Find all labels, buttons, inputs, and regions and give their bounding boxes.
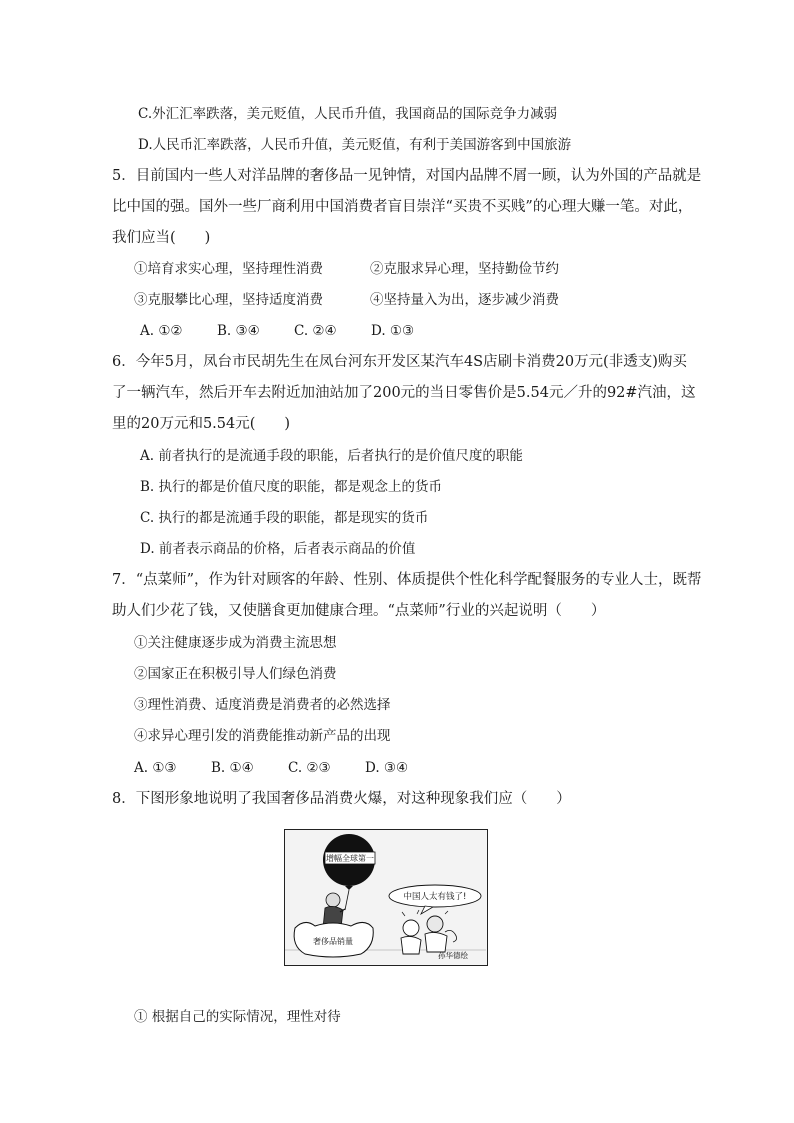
q5-stem-line1: 5．目前国内一些人对洋品牌的奢侈品一见钟情，对国内品牌不屑一顾，认为外国的产品就是 [112,168,702,184]
q6-option-c: C. 执行的都是流通手段的职能，都是现实的货币 [140,510,429,526]
q6-stem-line2: 了一辆汽车，然后开车去附近加油站加了200元的当日零售价是5.54元／升的92#汽油，这 [112,385,696,401]
q7-choice-c: C. ②③ [288,760,331,776]
q7-choices [134,758,408,778]
q7-stem-line2: 助人们少花了钱，又使膳食更加健康合理。“点菜师”行业的兴起说明（ ） [112,603,606,619]
q8-statement-1: ① 根据自己的实际情况，理性对待 [134,1009,341,1025]
q7-stem-line1: 7．“点菜师”，作为针对顾客的年龄、性别、体质提供个性化科学配餐服务的专业人士，既帮 [112,572,702,588]
q6-stem-line1: 6．今年5月，凤台市民胡先生在凤台河东开发区某汽车4S店刷卡消费20万元(非透支)购买 [112,354,687,370]
q5-stem-line2: 比中国的强。国外一些厂商利用中国消费者盲目崇洋“买贵不买贱”的心理大赚一笔。对此， [112,199,693,215]
q5-stem-line3: 我们应当( ) [112,230,211,246]
q4-option-d: D.人民币汇率跌落，人民币升值，美元贬值，有利于美国游客到中国旅游 [138,137,572,153]
q7-choice-a: A. ①③ [134,760,177,776]
balloon-label: 增幅全球第一 [326,854,374,863]
q5-statement-4: ④坚持量入为出，逐步减少消费 [370,292,559,308]
q6-option-a: A. 前者执行的是流通手段的职能，后者执行的是价值尺度的职能 [140,448,523,464]
onlooker-head-1 [403,920,419,936]
q6-option-d: D. 前者表示商品的价格，后者表示商品的价值 [140,541,416,557]
luxury-consumption-cartoon [284,829,488,966]
q5-choice-a: A. ①② [140,323,183,339]
q5-choices [140,321,414,341]
q5-choice-d: D. ①③ [371,323,415,339]
man-head [326,893,340,907]
q5-statement-3: ③克服攀比心理，坚持适度消费 [134,292,323,308]
speech-text: 中国人太有钱了! [403,892,467,902]
q7-statement-3: ③理性消费、适度消费是消费者的必然选择 [134,697,391,713]
q7-statement-1: ①关注健康逐步成为消费主流思想 [134,635,337,651]
q6-stem-line3: 里的20万元和5.54元( ) [112,416,291,432]
q5-choice-b: B. ③④ [217,323,260,339]
q7-statement-4: ④求异心理引发的消费能推动新产品的出现 [134,728,391,744]
q7-statement-2: ②国家正在积极引导人们绿色消费 [134,666,337,682]
artist-signature: 孙华德绘 [438,951,468,960]
q5-statement-1: ①培育求实心理，坚持理性消费 [134,261,323,277]
q8-stem-line1: 8．下图形象地说明了我国奢侈品消费火爆，对这种现象我们应（ ） [112,791,571,807]
q6-option-b: B. 执行的都是价值尺度的职能，都是观念上的货币 [140,479,443,495]
q4-option-c: C.外汇汇率跌落，美元贬值，人民币升值，我国商品的国际竞争力减弱 [138,106,558,122]
onlooker-head-2 [427,916,443,932]
q5-choice-c: C. ②④ [294,323,337,339]
cushion-label: 奢侈品销量 [313,937,353,946]
q7-choice-b: B. ①④ [211,760,254,776]
q7-choice-d: D. ③④ [365,760,409,776]
cartoon-drawing [285,830,486,964]
q5-statement-2: ②克服求异心理，坚持勤俭节约 [370,261,559,277]
